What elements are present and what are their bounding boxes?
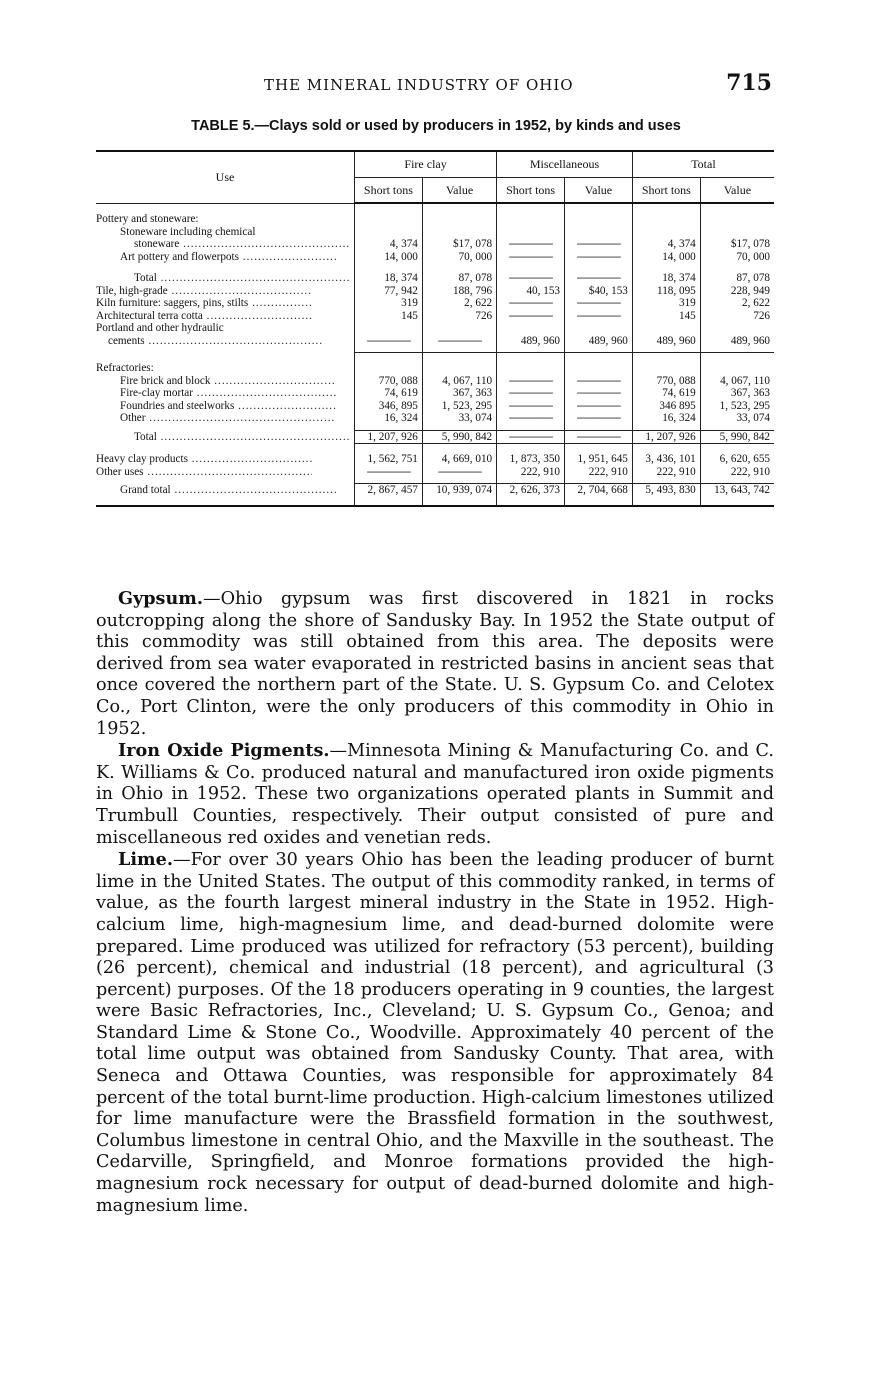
- table-row: [96, 387, 774, 400]
- table-cell: 118, 095: [632, 285, 700, 298]
- table-cell: $40, 153: [565, 285, 633, 298]
- table-row: [96, 412, 774, 425]
- group-header: Total: [632, 151, 774, 177]
- table-cell: ----------------: [422, 466, 496, 479]
- table-cell: 319: [632, 297, 700, 310]
- body-text: [96, 588, 774, 1217]
- table-caption: TABLE 5.—Clays sold or used by producers in 1952, by kinds and uses: [191, 118, 681, 134]
- row-label: Grand total .....: [120, 484, 336, 497]
- table-row: [96, 430, 774, 444]
- table-cell: 2, 867, 457: [355, 484, 423, 497]
- table-cell: 770, 088: [355, 375, 423, 388]
- table-cell: 33, 074: [700, 412, 774, 425]
- group-header: Fire clay: [355, 151, 497, 177]
- table-cell: 222, 910: [565, 466, 633, 479]
- table-cell: 14, 000: [632, 251, 700, 264]
- table-cell: 319: [355, 297, 423, 310]
- table-row: [96, 375, 774, 388]
- table-cell: 4, 374: [632, 238, 700, 251]
- subcol-header: Short tons: [497, 177, 565, 203]
- row-label: stoneware .....: [134, 238, 350, 251]
- table-cell: 2, 622: [422, 297, 496, 310]
- table-cell: 70, 000: [422, 251, 496, 264]
- row-label: Total .....: [134, 272, 350, 285]
- table-cell: ----------------: [565, 238, 633, 251]
- table-cell: $17, 078: [700, 238, 774, 251]
- subcol-header: Short tons: [632, 177, 700, 203]
- table-cell: 1, 523, 295: [700, 400, 774, 413]
- table-cell: 18, 374: [632, 272, 700, 285]
- table-cell: 16, 324: [632, 412, 700, 425]
- table-row: [96, 466, 774, 479]
- table-cell: 145: [355, 310, 423, 323]
- table-cell: 87, 078: [422, 272, 496, 285]
- table-cell: 726: [422, 310, 496, 323]
- table-cell: 1, 951, 645: [565, 453, 633, 466]
- table-cell: 5, 990, 842: [700, 430, 774, 444]
- table-cell: ----------------: [565, 310, 633, 323]
- table-cell: 10, 939, 074: [422, 484, 496, 497]
- table-cell: ----------------: [565, 430, 633, 444]
- subcol-header: Short tons: [355, 177, 423, 203]
- table-cell: 18, 374: [355, 272, 423, 285]
- table-cell: 2, 622: [700, 297, 774, 310]
- subcol-header: Value: [422, 177, 496, 203]
- paragraph-text: —Minnesota Mining & Manufacturing Co. and C. K. Williams & Co. produced natural and manufactured iron oxide pigments in Ohio in 1952. These two organizations operated plants in Summit and Trumbull Counties, respectively. Their output consisted of pure and miscellaneous red oxides and venetian reds.: [96, 741, 774, 848]
- table-cell: 14, 000: [355, 251, 423, 264]
- table-cell: 222, 910: [497, 466, 565, 479]
- table-cell: 33, 074: [422, 412, 496, 425]
- table-row: [96, 362, 774, 375]
- table-cell: ----------------: [497, 430, 565, 444]
- table-cell: 4, 067, 110: [700, 375, 774, 388]
- table-cell: 1, 562, 751: [355, 453, 423, 466]
- table-cell: 5, 493, 830: [632, 484, 700, 497]
- table-cell: ----------------: [497, 387, 565, 400]
- paragraph-text: —For over 30 years Ohio has been the leading producer of burnt lime in the United States. The output of this commodity ranked, in terms of value, as the fourth largest mineral industry in the State in 1952. High-calcium lime, high-magnesium lime, and dead-burned dolomite were prepared. Lime produced was utilized for refractory (53 percent), building (26 percent), chemical and industrial (18 percent), and agricultural (3 percent) purposes. Of the 18 producers operating in 9 counties, the largest were Basic Refractories, Inc., Cleveland; U. S. Gypsum Co., Genoa; and Standard Lime & Stone Co., Woodville. Approximately 40 percent of the total lime output was obtained from Sandusky County. That area, with Seneca and Ottawa Counties, was responsible for approximately 84 percent of the total burnt-lime production. High-calcium limestones utilized for lime manufacture were the Brassfield formation in the southwest, Columbus limestone in central Ohio, and the Maxville in the southeast. The Cedarville, Springfield, and Monroe formations provided the high-magnesium rock necessary for output of dead-burned dolomite and high-magnesium lime.: [96, 850, 774, 1216]
- paragraph: [96, 740, 774, 849]
- col-use-header: Use: [96, 151, 355, 203]
- table-row: [96, 297, 774, 310]
- table-cell: ----------------: [497, 272, 565, 285]
- subcol-header: Value: [565, 177, 633, 203]
- table-cell: ----------------: [565, 272, 633, 285]
- table-cell: 1, 523, 295: [422, 400, 496, 413]
- table-cell: 2, 626, 373: [497, 484, 565, 497]
- table-cell: 726: [700, 310, 774, 323]
- table-cell: 4, 067, 110: [422, 375, 496, 388]
- row-label: Tile, high-grade .....: [96, 285, 312, 298]
- table-cell: 4, 669, 010: [422, 453, 496, 466]
- table-cell: 222, 910: [700, 466, 774, 479]
- row-label: Fire-clay mortar .....: [120, 387, 336, 400]
- table-cell: 74, 619: [632, 387, 700, 400]
- table-cell: ----------------: [355, 466, 423, 479]
- paragraph-text: —Ohio gypsum was first discovered in 1821 in rocks outcropping along the shore of Sandusky Bay. In 1952 the State output of this commodity was still obtained from this area. The deposits were derived from sea water evaporated in restricted basins in ancient seas that once covered the northern part of the State. U. S. Gypsum Co. and Celotex Co., Port Clinton, were the only producers of this commodity in Ohio in 1952.: [96, 589, 774, 739]
- paragraph-heading: Gypsum.: [118, 588, 203, 609]
- table-row: [96, 310, 774, 323]
- table-cell: 77, 942: [355, 285, 423, 298]
- table-row: [96, 484, 774, 497]
- table-cell: 367, 363: [700, 387, 774, 400]
- row-label: Kiln furniture: saggers, pins, stilts .....: [96, 297, 312, 310]
- table-cell: 188, 796: [422, 285, 496, 298]
- row-label: Other uses .....: [96, 466, 312, 479]
- table-row: [96, 453, 774, 466]
- table-cell: 1, 873, 350: [497, 453, 565, 466]
- table-cell: ----------------: [497, 412, 565, 425]
- table-cell: ----------------: [565, 297, 633, 310]
- table-cell: ----------------: [565, 251, 633, 264]
- table-row: [96, 285, 774, 298]
- table-cell: ----------------: [422, 335, 496, 348]
- subcol-header: Value: [700, 177, 774, 203]
- table-cell: 489, 960: [565, 335, 633, 348]
- table-cell: ----------------: [565, 375, 633, 388]
- row-label: Total .....: [134, 431, 350, 444]
- table-cell: 367, 363: [422, 387, 496, 400]
- table-cell: ----------------: [565, 387, 633, 400]
- paragraph: [96, 588, 774, 740]
- row-label: Refractories:: [96, 362, 154, 374]
- table-cell: 87, 078: [700, 272, 774, 285]
- table-row: [96, 238, 774, 251]
- table-cell: ----------------: [497, 238, 565, 251]
- table-cell: ----------------: [497, 310, 565, 323]
- table-row: [96, 335, 774, 348]
- running-title: THE MINERAL INDUSTRY OF OHIO: [264, 76, 574, 94]
- table-cell: 489, 960: [700, 335, 774, 348]
- table-cell: ----------------: [497, 251, 565, 264]
- table-cell: 770, 088: [632, 375, 700, 388]
- table-cell: 6, 620, 655: [700, 453, 774, 466]
- table-cell: $17, 078: [422, 238, 496, 251]
- row-label: Art pottery and flowerpots .....: [120, 251, 336, 264]
- table-cell: 346 895: [632, 400, 700, 413]
- row-label: Stoneware including chemical: [120, 225, 256, 238]
- table-cell: 13, 643, 742: [700, 484, 774, 497]
- table-cell: 4, 374: [355, 238, 423, 251]
- table-cell: 1, 207, 926: [355, 430, 423, 444]
- table-cell: 16, 324: [355, 412, 423, 425]
- page-header: [96, 70, 776, 100]
- table-row: [96, 251, 774, 264]
- table-cell: 489, 960: [497, 335, 565, 348]
- row-label: cements .....: [108, 335, 324, 348]
- table-cell: ----------------: [497, 375, 565, 388]
- table-row: [96, 322, 774, 335]
- table-row: [96, 226, 774, 239]
- row-label: Pottery and stoneware:: [96, 213, 199, 225]
- page-number: 715: [726, 70, 772, 96]
- paragraph-heading: Iron Oxide Pigments.: [118, 740, 330, 762]
- table-cell: 222, 910: [632, 466, 700, 479]
- table-cell: ----------------: [355, 335, 423, 348]
- table-cell: 228, 949: [700, 285, 774, 298]
- row-label: Architectural terra cotta .....: [96, 310, 312, 323]
- table-cell: 40, 153: [497, 285, 565, 298]
- paragraph: [96, 849, 774, 1217]
- table-row: [96, 400, 774, 413]
- row-label: Heavy clay products .....: [96, 453, 312, 466]
- row-label: Portland and other hydraulic: [96, 322, 224, 334]
- table-cell: ----------------: [565, 412, 633, 425]
- table-row: [96, 213, 774, 226]
- row-label: Other .....: [120, 412, 336, 425]
- row-label: Foundries and steelworks .....: [120, 400, 336, 413]
- paragraph-heading: Lime.: [118, 849, 173, 871]
- table-cell: ----------------: [497, 400, 565, 413]
- table-row: [96, 272, 774, 285]
- group-header: Miscellaneous: [497, 151, 633, 177]
- table-cell: 3, 436, 101: [632, 453, 700, 466]
- table-cell: 1, 207, 926: [632, 430, 700, 444]
- table-cell: 2, 704, 668: [565, 484, 633, 497]
- table-cell: 346, 895: [355, 400, 423, 413]
- clays-table: [96, 150, 774, 507]
- table-cell: ----------------: [565, 400, 633, 413]
- table-cell: 5, 990, 842: [422, 430, 496, 444]
- table-cell: 489, 960: [632, 335, 700, 348]
- table-cell: ----------------: [497, 297, 565, 310]
- table-cell: 145: [632, 310, 700, 323]
- table-cell: 74, 619: [355, 387, 423, 400]
- row-label: Fire brick and block .....: [120, 375, 336, 388]
- table-cell: 70, 000: [700, 251, 774, 264]
